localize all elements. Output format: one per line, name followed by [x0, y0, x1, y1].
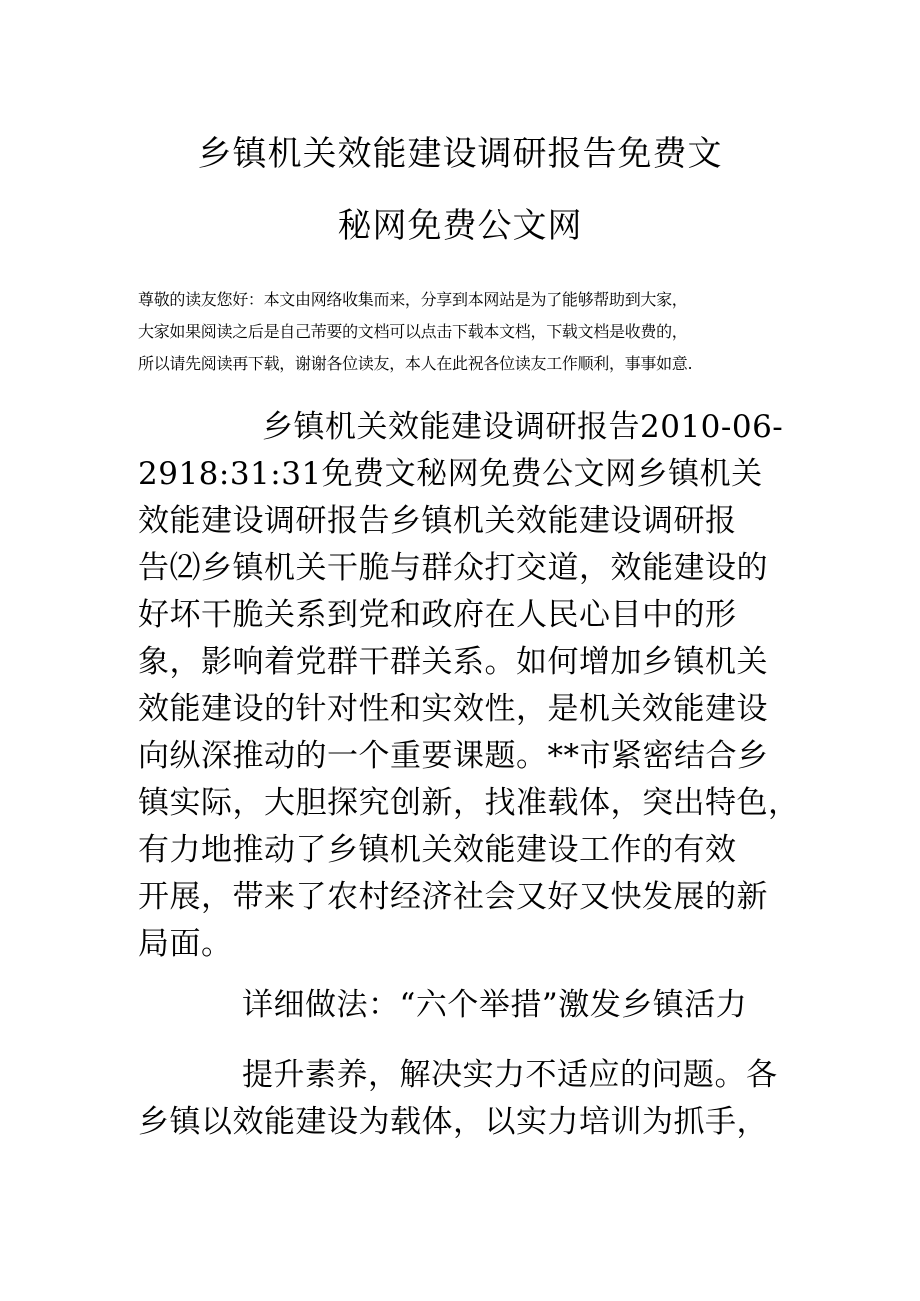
body-paragraph-2: [138, 982, 788, 1029]
paragraph-line: 开展，带来了农村经济社会又好又快发展的新: [138, 879, 768, 915]
notice-line: 尊敬的读友您好：本文由网络收集而来，分享到本网站是为了能够帮助到大家，: [138, 290, 688, 309]
body-paragraph-3: [138, 1052, 788, 1146]
reader-notice: [138, 284, 798, 380]
document-title-line-2: 秘网免费公文网: [337, 206, 583, 246]
paragraph-line: 镇实际，大胆探究创新，找准载体，突出特色，: [138, 785, 800, 821]
paragraph-line: 2918:31:31免费文秘网免费公文网乡镇机关: [138, 456, 763, 492]
paragraph-line: 告⑵乡镇机关干脆与群众打交道，效能建设的: [138, 550, 768, 586]
paragraph-line: 有力地推动了乡镇机关效能建设工作的有效: [138, 832, 737, 868]
paragraph-line: 详细做法：“六个举措”激发乡镇活力: [242, 987, 748, 1023]
paragraph-line: 乡镇机关效能建设调研报告2010-06-: [262, 409, 784, 445]
paragraph-line: 乡镇以效能建设为载体，以实力培训为抓手，: [138, 1104, 768, 1140]
paragraph-line: 象，影响着党群干群关系。如何增加乡镇机关: [138, 644, 768, 680]
paragraph-line: 效能建设的针对性和实效性，是机关效能建设: [138, 691, 768, 727]
document-title-line-1: 乡镇机关效能建设调研报告免费文: [197, 134, 723, 174]
notice-line: 大家如果阅读之后是自己芾要的文档可以点击下载本文档，下载文档是收费的，: [138, 322, 688, 341]
paragraph-line: 局面。: [138, 926, 233, 962]
paragraph-line: 效能建设调研报告乡镇机关效能建设调研报: [138, 503, 737, 539]
paragraph-line: 好坏干脆关系到党和政府在人民心目中的形: [138, 597, 737, 633]
body-paragraph-1: [138, 404, 800, 968]
paragraph-line: 提升素养，解决实力不适应的问题。各: [242, 1057, 778, 1093]
notice-line: 所以请先阅读再下载，谢谢各位读友，本人在此祝各位读友工作顺利，事事如意.: [138, 354, 693, 373]
paragraph-line: 向纵深推动的一个重要课题。**市紧密结合乡: [138, 738, 769, 774]
